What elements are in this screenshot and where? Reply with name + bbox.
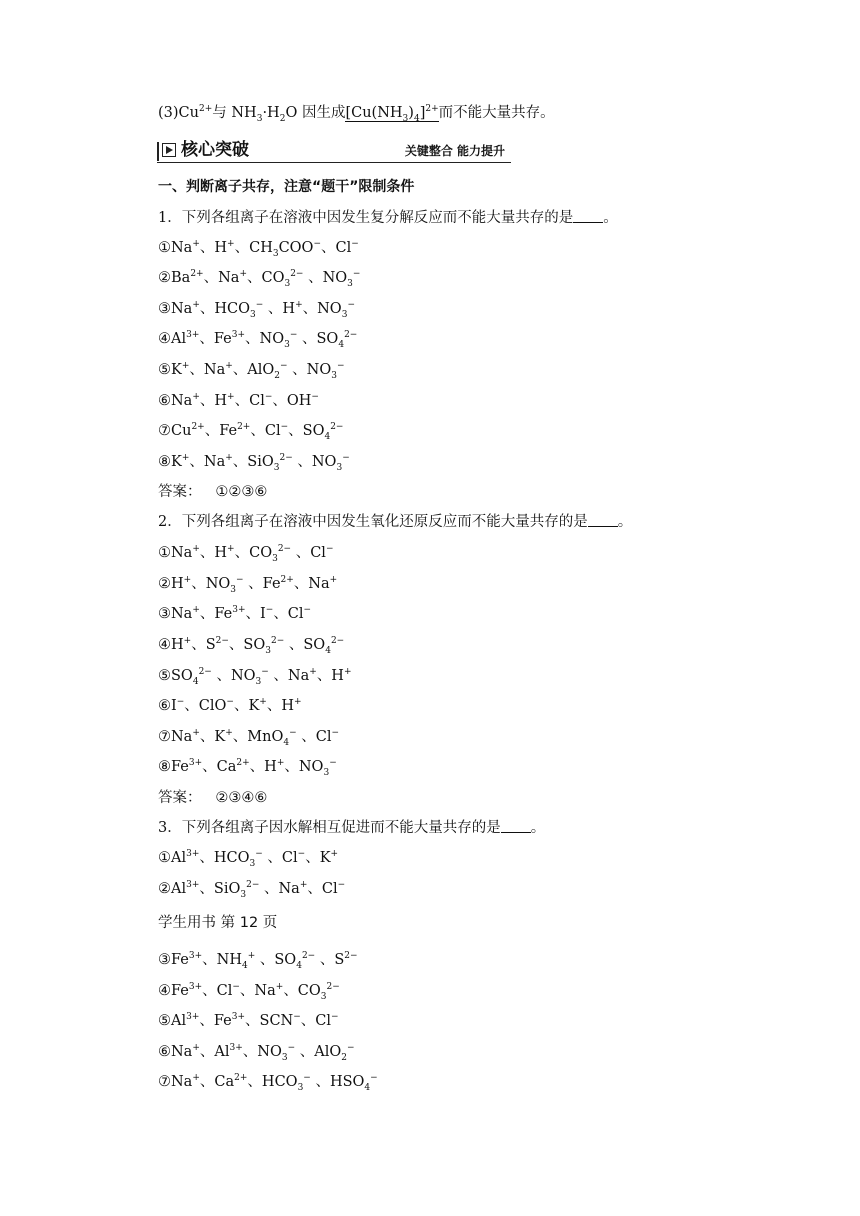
q2-answer: 答案： ②③④⑥ [158, 790, 268, 806]
question-2-stem: 2．下列各组离子在溶液中因发生氧化还原反应而不能大量共存的是 。 [158, 514, 633, 530]
section-subtitle: 关键整合 能力提升 [404, 144, 505, 158]
q3-option-3: $③Fe^{3+}$、$NH_4^+$ 、$SO_4^{2-}$ 、$S^{2-}$ [158, 951, 358, 971]
header-bar [157, 142, 159, 161]
q2-option-4: ④H+、$S^{2-}$、$SO_3^{2-}$ 、$SO_4^{2-}$ [158, 636, 345, 656]
page-marker: 学生用书 第 12 页 [158, 915, 278, 931]
answer-blank [588, 513, 618, 527]
q3-option-4: $④Fe^{3+}$、Cl−、Na+、$CO_3^{2-}$ [158, 982, 340, 1002]
q3-option-2: $②Al^{3+}$、SiO$_3^{2-}$ 、Na+、Cl− [158, 880, 346, 900]
play-icon [162, 143, 176, 157]
q1-answer: 答案： ①②③⑥ [158, 484, 268, 500]
heading-judging-ion-coexistence: 一、判断离子共存，注意“题干”限制条件 [158, 179, 415, 195]
q2-option-1: ①Na+、H+、$CO_3^{2-}$ 、Cl− [158, 544, 334, 564]
q2-option-8: $⑧Fe^{3+}$、$Ca^{2+}$、H+、$NO_3^-$ [158, 758, 337, 778]
q2-option-7: ⑦Na+、K+、MnO$_4$− 、Cl− [158, 728, 340, 748]
q1-option-2: $②Ba^{2+}$、Na+、$CO_3^{2-}$ 、$NO_3^-$ [158, 269, 361, 289]
intro-line: $(3)Cu^{2+}$与 $NH_3\cdot H_2O$ 因生成$[Cu(NH_3)_4]^{2+}$而不能大量共存。 [158, 104, 555, 124]
question-3-stem: 3．下列各组离子因水解相互促进而不能大量共存的是 。 [158, 820, 546, 836]
q2-option-2: ②H+、$NO_3^-$ 、$Fe^{2+}$、Na+ [158, 575, 338, 595]
complex-ion-underlined: $[Cu(NH_3)_4]^{2+}$ [345, 104, 439, 124]
question-1-stem: 1．下列各组离子在溶液中因发生复分解反应而不能大量共存的是 。 [158, 210, 618, 226]
q2-option-6: ⑥I−、ClO−、K+、H+ [158, 697, 302, 714]
q2-option-5: $⑤SO_4^{2-}$ 、$NO_3^-$ 、Na+、H+ [158, 667, 352, 687]
q1-option-8: ⑧K+、Na+、SiO$_3^{2-}$ 、$NO_3^-$ [158, 453, 350, 473]
answer-blank [573, 209, 603, 223]
section-header [157, 140, 511, 163]
q1-option-1: ①Na+、H+、$CH_3COO^-$、Cl− [158, 239, 359, 259]
q3-option-7: ⑦Na+、$Ca^{2+}$、$HCO_3^-$ 、$HSO_4^-$ [158, 1073, 378, 1093]
q1-option-7: $⑦Cu^{2+}$、$Fe^{2+}$、Cl−、$SO_4^{2-}$ [158, 422, 344, 442]
answer-blank [501, 819, 531, 833]
section-title: 核心突破 [181, 140, 249, 160]
q1-option-5: ⑤K+、Na+、AlO$_2$− 、$NO_3^-$ [158, 361, 345, 381]
q1-option-4: $④Al^{3+}$、$Fe^{3+}$、$NO_3^-$ 、$SO_4^{2-}$ [158, 330, 358, 350]
q1-option-3: ③Na+、$HCO_3^-$ 、H+、$NO_3^-$ [158, 300, 355, 320]
q3-option-6: ⑥Na+、$Al^{3+}$、$NO_3^-$ 、AlO$_2$− [158, 1043, 355, 1063]
q3-option-5: $⑤Al^{3+}$、$Fe^{3+}$、SCN−、Cl− [158, 1012, 339, 1029]
q2-option-3: ③Na+、$Fe^{3+}$、I−、Cl− [158, 605, 312, 622]
q1-option-6: ⑥Na+、H+、Cl−、OH− [158, 392, 319, 409]
q3-option-1: $①Al^{3+}$、$HCO_3^-$ 、Cl−、K+ [158, 849, 339, 869]
